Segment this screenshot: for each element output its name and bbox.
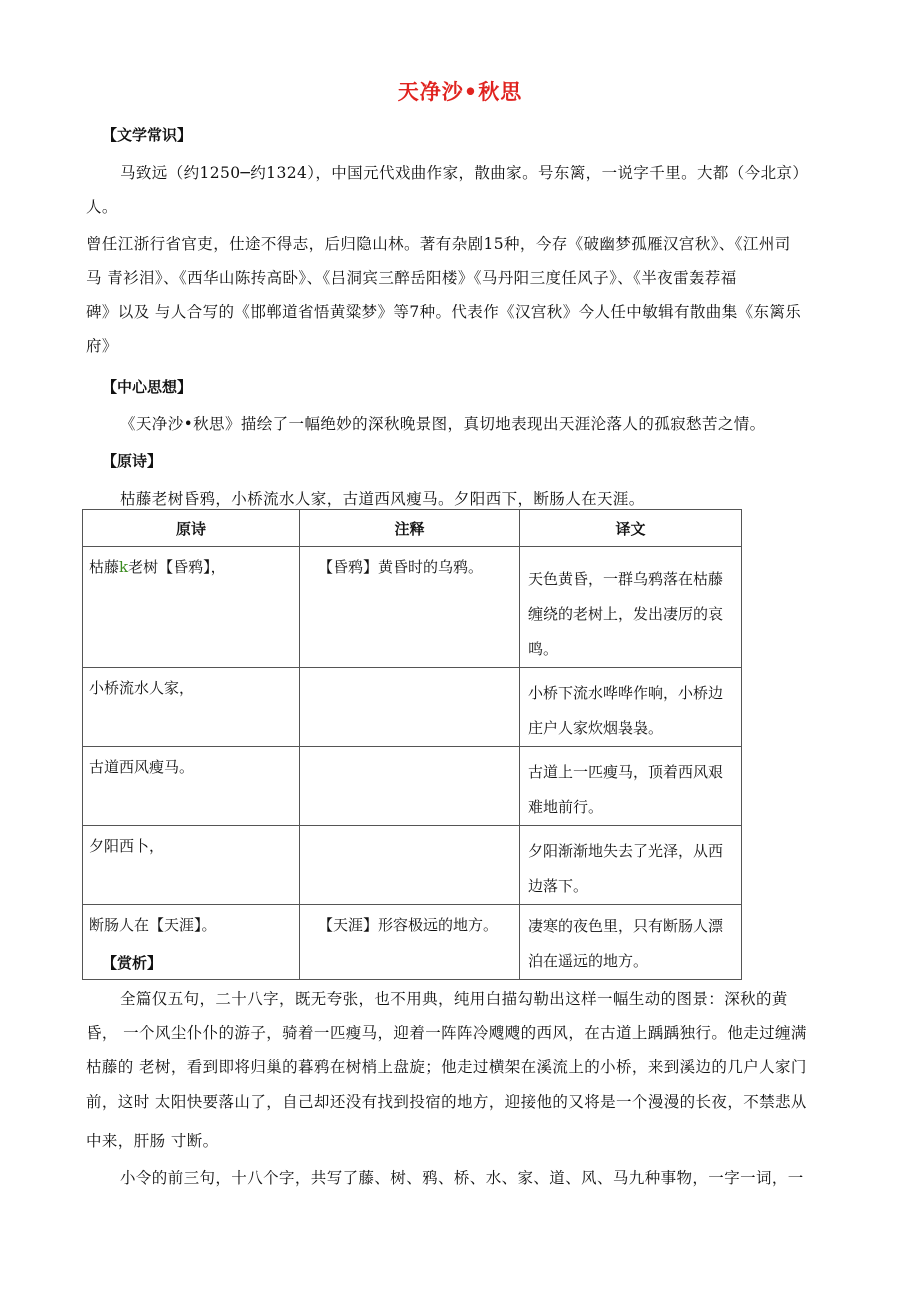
heading-analysis: 【赏析】 <box>102 954 163 972</box>
analysis-line-1: 全篇仅五句，二十八字，既无夸张，也不用典，纯用白描勾勒出这样一幅生动的图景：深秋的黄 <box>120 990 788 1008</box>
table-cell-original: 古道西风瘦马。 <box>83 747 300 826</box>
literature-line-6: 府》 <box>86 337 118 355</box>
table-cell-translation: 小桥下流水哗哗作响，小桥边庄户人家炊烟袅袅。 <box>520 668 742 747</box>
table-header-original: 原诗 <box>83 510 300 547</box>
heading-central-idea: 【中心思想】 <box>102 378 193 396</box>
heading-literature: 【文学常识】 <box>102 126 193 144</box>
literature-line-1: 马致远（约1250─约1324），中国元代戏曲作家，散曲家。号东篱，一说字千里。大都（今北京） <box>120 164 809 182</box>
heading-poem: 【原诗】 <box>102 452 163 470</box>
table-cell-notes: 【天涯】形容极远的地方。 <box>300 905 520 980</box>
table-cell-translation: 凄寒的夜色里，只有断肠人漂泊在遥远的地方。 <box>520 905 742 980</box>
table-cell-notes: 【昏鸦】黄昏时的乌鸦。 <box>300 547 520 668</box>
table-header-row <box>83 510 742 547</box>
table-cell-translation: 古道上一匹瘦马，顶着西风艰难地前行。 <box>520 747 742 826</box>
page-title: 天净沙•秋思 <box>397 79 523 104</box>
poem-text: 枯藤老树昏鸦，小桥流水人家，古道西风瘦马。夕阳西下，断肠人在天涯。 <box>120 490 645 508</box>
analysis-line-4: 前，这时 太阳快要落山了，自己却还没有找到投宿的地方，迎接他的又将是一个漫漫的长夜，不禁悲从 <box>86 1093 807 1111</box>
table-cell-translation: 夕阳渐渐地失去了光泽，从西边落下。 <box>520 826 742 905</box>
analysis-line-3: 枯藤的 老树，看到即将归巢的暮鸦在树梢上盘旋；他走过横架在溪流上的小桥，来到溪边的几户人家门 <box>86 1058 807 1076</box>
table-cell-original: 小桥流水人家， <box>83 668 300 747</box>
cell-text: 枯藤 <box>89 558 120 576</box>
analysis-line-2: 昏， 一个风尘仆仆的游子，骑着一匹瘦马，迎着一阵阵冷飕飕的西风，在古道上踽踽独行。他走过缠满 <box>86 1024 807 1042</box>
table-row <box>83 668 742 747</box>
cell-text: 老树【昏鸦】， <box>128 558 226 576</box>
table-cell-notes <box>300 826 520 905</box>
table-cell-notes <box>300 747 520 826</box>
cell-mark: k <box>119 558 129 576</box>
analysis-line-6: 小令的前三句，十八个字，共写了藤、树、鸦、桥、水、家、道、风、马九种事物，一字一词，一 <box>120 1169 804 1187</box>
literature-line-4: 马 青衫泪》、《西华山陈抟高卧》、《吕洞宾三醉岳阳楼》《马丹阳三度任风子》、《半夜雷轰荐福 <box>86 269 737 287</box>
table-row <box>83 547 742 668</box>
table-cell-original: 断肠人在【天涯】。 <box>83 905 300 980</box>
table-row <box>83 747 742 826</box>
table-row <box>83 905 742 980</box>
poem-table <box>82 509 742 980</box>
table-header-notes: 注释 <box>300 510 520 547</box>
table-header-translation: 译文 <box>520 510 742 547</box>
table-cell-translation: 天色黄昏，一群乌鸦落在枯藤缠绕的老树上，发出凄厉的哀鸣。 <box>520 547 742 668</box>
central-idea-text: 《天净沙•秋思》描绘了一幅绝妙的深秋晚景图，真切地表现出天涯沦落人的孤寂愁苦之情。 <box>120 415 766 433</box>
table-cell-original <box>83 547 300 668</box>
literature-line-5: 碑》以及 与人合写的《邯郸道省悟黄粱梦》等7种。代表作《汉宫秋》今人任中敏辑有散曲集《东篱乐 <box>86 303 802 321</box>
table-cell-original: 夕阳西卜， <box>83 826 300 905</box>
literature-line-2: 人。 <box>86 198 118 216</box>
table-cell-notes <box>300 668 520 747</box>
analysis-line-5: 中来，肝肠 寸断。 <box>86 1132 219 1150</box>
table-row <box>83 826 742 905</box>
literature-line-3: 曾任江浙行省官吏，仕途不得志，后归隐山林。著有杂剧15种，今存《破幽梦孤雁汉宫秋》、《江州司 <box>86 235 791 253</box>
